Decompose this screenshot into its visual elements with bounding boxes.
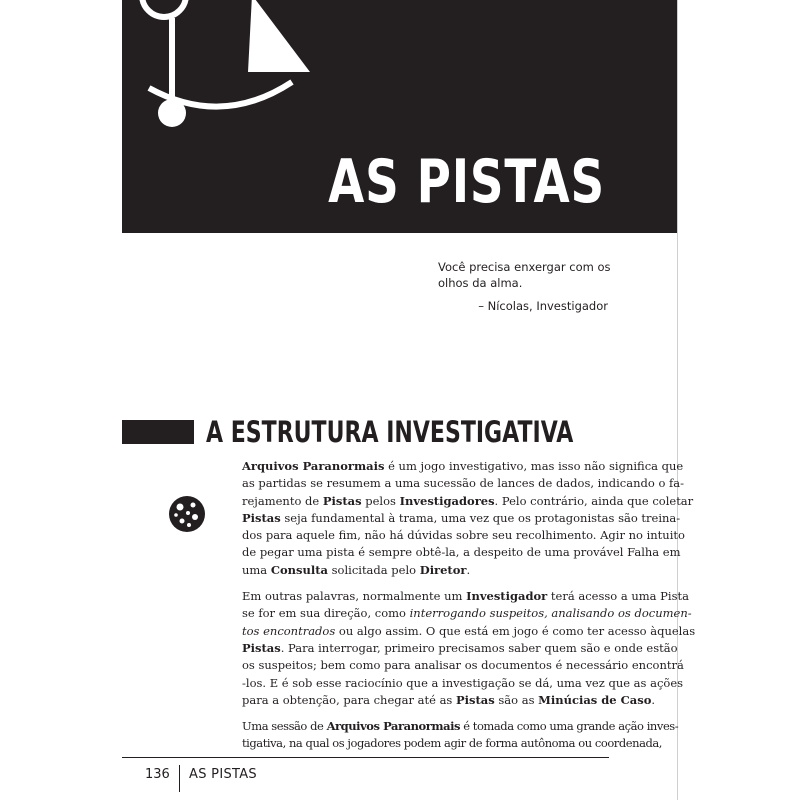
text-run: uma xyxy=(242,562,271,577)
text-run: Em outras palavras, normalmente um xyxy=(242,589,467,604)
text-run: são as xyxy=(494,692,539,707)
text-line xyxy=(242,735,662,752)
text-line xyxy=(242,605,692,622)
footer-divider xyxy=(179,765,180,792)
text-run: ou algo assim. O que está em jogo é como ter acesso àquelas xyxy=(335,623,696,638)
text-line xyxy=(242,544,681,561)
text-line xyxy=(242,527,685,544)
italic-text: tos encontrados xyxy=(242,623,336,638)
text-run: . Para interrogar, primeiro precisamos saber quem são e onde estão xyxy=(280,640,678,655)
section-bar xyxy=(122,420,194,444)
sigil-icon xyxy=(168,495,206,533)
bold-term: Pistas xyxy=(242,640,281,655)
text-line xyxy=(242,493,694,510)
text-run: . xyxy=(651,692,656,707)
bold-term: Diretor xyxy=(419,562,467,577)
text-line xyxy=(242,675,684,692)
chapter-title: AS PISTAS xyxy=(328,147,605,217)
body-paragraph xyxy=(242,588,696,709)
bold-term: Minúcias de Caso xyxy=(538,692,652,707)
text-run: rejamento de xyxy=(242,493,323,508)
page-number: 136 xyxy=(145,767,170,782)
text-run: terá acesso a uma Pista xyxy=(547,589,689,604)
text-run: para a obtenção, para chegar até as xyxy=(242,692,456,707)
bold-term: Consulta xyxy=(270,562,328,577)
section-title: A ESTRUTURA INVESTIGATIVA xyxy=(206,415,574,449)
text-run: . Pelo contrário, ainda que coletar xyxy=(494,493,694,508)
text-line xyxy=(242,510,681,527)
text-line xyxy=(242,718,679,735)
running-head: AS PISTAS xyxy=(189,767,257,782)
epigraph xyxy=(438,259,611,314)
italic-text: interrogando suspeitos, analisando os documen- xyxy=(409,606,692,621)
text-line xyxy=(242,640,678,657)
chapter-header xyxy=(122,0,677,233)
text-line xyxy=(242,458,684,475)
text-run: -los. E é sob esse raciocínio que a investigação se dá, uma vez que as ações xyxy=(242,675,684,690)
text-line xyxy=(242,562,608,579)
text-line xyxy=(242,475,685,492)
text-run: é tomada como uma grande ação inves- xyxy=(460,719,679,734)
bold-term: Arquivos Paranormais xyxy=(242,459,385,473)
bold-term: Arquivos Paranormais xyxy=(326,719,461,734)
text-run: tigativa, na qual os jogadores podem agir de forma autônoma ou coordenada, xyxy=(242,736,662,751)
body-paragraph xyxy=(242,458,694,579)
text-run: as partidas se resumem a uma sucessão de lances de dados, indicando o fa- xyxy=(242,476,685,491)
text-run: solicitada pelo xyxy=(327,562,420,577)
text-line xyxy=(242,588,689,605)
text-run: . xyxy=(466,562,471,577)
text-line xyxy=(242,657,684,674)
epigraph-attribution: – Nícolas, Investigador xyxy=(478,299,608,313)
text-run: os suspeitos; bem como para analisar os documentos é necessário encontrá xyxy=(242,658,684,673)
epigraph-line: olhos da alma. xyxy=(438,276,523,290)
body-text xyxy=(242,458,696,762)
text-run: é um jogo investigativo, mas isso não significa que xyxy=(384,459,684,473)
text-run: Uma sessão de xyxy=(242,719,327,734)
text-run: seja fundamental à trama, uma vez que os protagonistas são treina- xyxy=(280,510,681,525)
bold-term: Investigadores xyxy=(399,493,495,508)
bold-term: Pistas xyxy=(456,692,495,707)
text-run: pelos xyxy=(361,493,400,508)
body-paragraph xyxy=(242,718,679,753)
text-line xyxy=(242,692,656,709)
bold-term: Pistas xyxy=(242,510,281,525)
bold-term: Pistas xyxy=(322,493,362,508)
text-run: de pegar uma pista é sempre obtê-la, a despeito de uma provável Falha em xyxy=(242,545,681,560)
footer-rule xyxy=(122,757,609,758)
text-run: se for em sua direção, como xyxy=(242,606,410,621)
epigraph-line: Você precisa enxergar com os xyxy=(438,260,611,274)
bold-term: Investigador xyxy=(466,589,548,604)
text-run: dos para aquele fim, não há dúvidas sobre seu recolhimento. Agir no intuito xyxy=(242,528,685,543)
text-line xyxy=(242,623,696,640)
